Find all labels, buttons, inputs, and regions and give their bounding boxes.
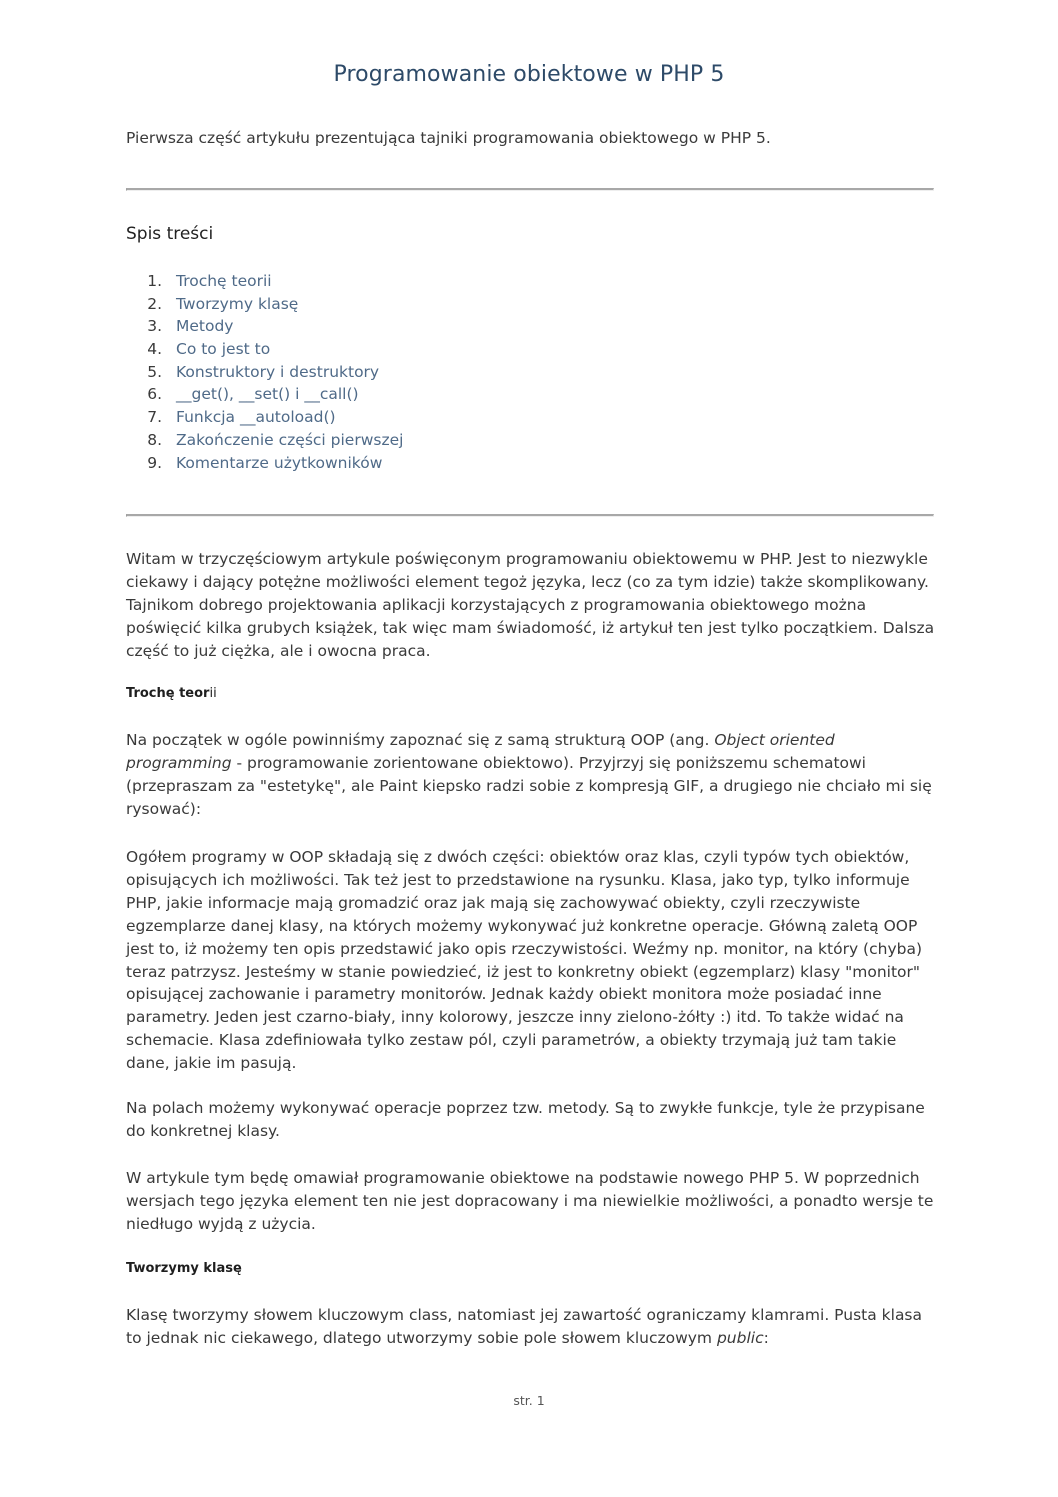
toc-number: 4. (147, 340, 162, 359)
toc-item (126, 361, 403, 384)
toc-number: 9. (147, 453, 162, 472)
section-heading-tworzymy-klase: Tworzymy klasę (126, 1261, 242, 1276)
paragraph-text: Na początek w ogóle powinniśmy zapoznać się z samą strukturą OOP (ang. (126, 731, 715, 749)
toc-item (126, 429, 403, 452)
toc-link-trochę-teorii[interactable]: Trochę teorii (176, 272, 272, 290)
lead-paragraph: Pierwsza część artykułu prezentująca tajniki programowania obiektowego w PHP 5. (126, 129, 771, 147)
toc-item (126, 383, 403, 406)
theory-paragraph-2: Ogółem programy w OOP składają się z dwóch części: obiektów oraz klas, czyli typów tych obiektów, opisujących ich możliwości. Tak też jest to przedstawione na rysunku. Klasa, jako typ, tylko informuje PHP, jakie informacje mają gromadzić oraz jak mają się zachowywać obiekty, czyli rzeczywiste egzemplarze danej klasy, na których możemy wykonywać już konkretne operacje. Główną zaletą OOP jest to, iż możemy ten opis przedstawić jako opis rzeczywistości. Weźmy np. monitor, na który (chyba) teraz patrzysz. Jesteśmy w stanie powiedzieć, iż jest to konkretny obiekt (egzemplarz) klasy "monitor" opisującej zachowanie i parametry monitorów. Jednak każdy obiekt monitora może posiadać inne parametry. Jeden jest czarno-biały, inny kolorowy, jeszcze inny zielono-żółty :) itd. To także widać na schemacie. Klasa zdefiniowała tylko zestaw pól, czyli parametrów, a obiekty trzymają już tam takie dane, jakie im pasują. (126, 848, 922, 1073)
toc-number: 6. (147, 385, 162, 404)
toc-item (126, 452, 403, 475)
paragraph-text: : (763, 1328, 769, 1347)
toc-number: 2. (147, 294, 162, 313)
toc-heading: Spis treści (126, 224, 214, 244)
table-of-contents (126, 270, 403, 474)
paragraph-text: Klasę tworzymy słowem kluczowym class, natomiast jej zawartość ograniczamy klamrami. Pusta klasa to jednak nic ciekawego, dlatego utworzymy sobie pole słowem kluczowym (126, 1306, 923, 1347)
toc-link-tworzymy-klase[interactable]: Tworzymy klasę (176, 294, 299, 313)
divider-bottom (126, 514, 934, 517)
toc-link-magic-methods[interactable]: __get(), __set() i __call() (176, 385, 359, 404)
toc-link-komentarze[interactable]: Komentarze użytkowników (176, 453, 383, 472)
toc-link-autoload[interactable]: Funkcja __autoload() (176, 408, 336, 427)
section-heading-trochę-teorii (126, 686, 217, 701)
toc-link-co-to-jest-to[interactable]: Co to jest to (176, 340, 271, 359)
section-heading-main: Trochę teor (126, 686, 210, 701)
toc-number: 7. (147, 408, 162, 427)
toc-link-zakonczenie[interactable]: Zakończenie części pierwszej (176, 430, 404, 449)
toc-number: 3. (147, 317, 162, 336)
page-number: str. 1 (513, 1393, 545, 1408)
class-paragraph-1 (126, 1304, 938, 1350)
divider-top (126, 188, 934, 191)
toc-number: 5. (147, 362, 162, 381)
toc-number: 8. (147, 430, 162, 449)
emphasis-text: public (716, 1328, 764, 1347)
theory-paragraph-1 (126, 729, 938, 821)
intro-paragraph: Witam w trzyczęściowym artykule poświęconym programowaniu obiektowemu w PHP. Jest to niezwykle ciekawy i dający potężne możliwości element tegoż języka, lecz (co za tym idzie) także skomplikowany. Tajnikom dobrego projektowania aplikacji korzystających z programowania obiektowego można poświęcić kilka grubych książek, tak więc mam świadomość, iż artykuł ten jest tylko początkiem. Dalsza część to już ciężka, ale i owocna praca. (126, 550, 935, 660)
theory-paragraph-4: W artykule tym będę omawiał programowanie obiektowe na podstawie nowego PHP 5. W poprzednich wersjach tego języka element ten nie jest dopracowany i ma niewielkie możliwości, a ponadto wersje te niedługo wyjdą z użycia. (126, 1169, 934, 1233)
toc-item (126, 338, 403, 361)
theory-paragraph-3: Na polach możemy wykonywać operacje poprzez tzw. metody. Są to zwykłe funkcje, tyle że przypisane do konkretnej klasy. (126, 1099, 925, 1140)
toc-item (126, 293, 403, 316)
toc-link-konstruktory[interactable]: Konstruktory i destruktory (176, 362, 380, 381)
section-heading-tail: ii (209, 686, 217, 701)
toc-number: 1. (147, 272, 162, 290)
paragraph-text: - programowanie zorientowane obiektowo). Przyjrzyj się poniższemu schematowi (przepraszam za "estetykę", ale Paint kiepsko radzi sobie z kompresją GIF, a drugiego nie chciało mi się rysować): (126, 753, 932, 818)
toc-item (126, 315, 403, 338)
toc-link-metody[interactable]: Metody (176, 317, 234, 336)
toc-item (126, 406, 403, 429)
page-title: Programowanie obiektowe w PHP 5 (333, 62, 725, 87)
toc-item (126, 270, 403, 293)
emphasis-text: Object oriented programming (126, 731, 835, 772)
